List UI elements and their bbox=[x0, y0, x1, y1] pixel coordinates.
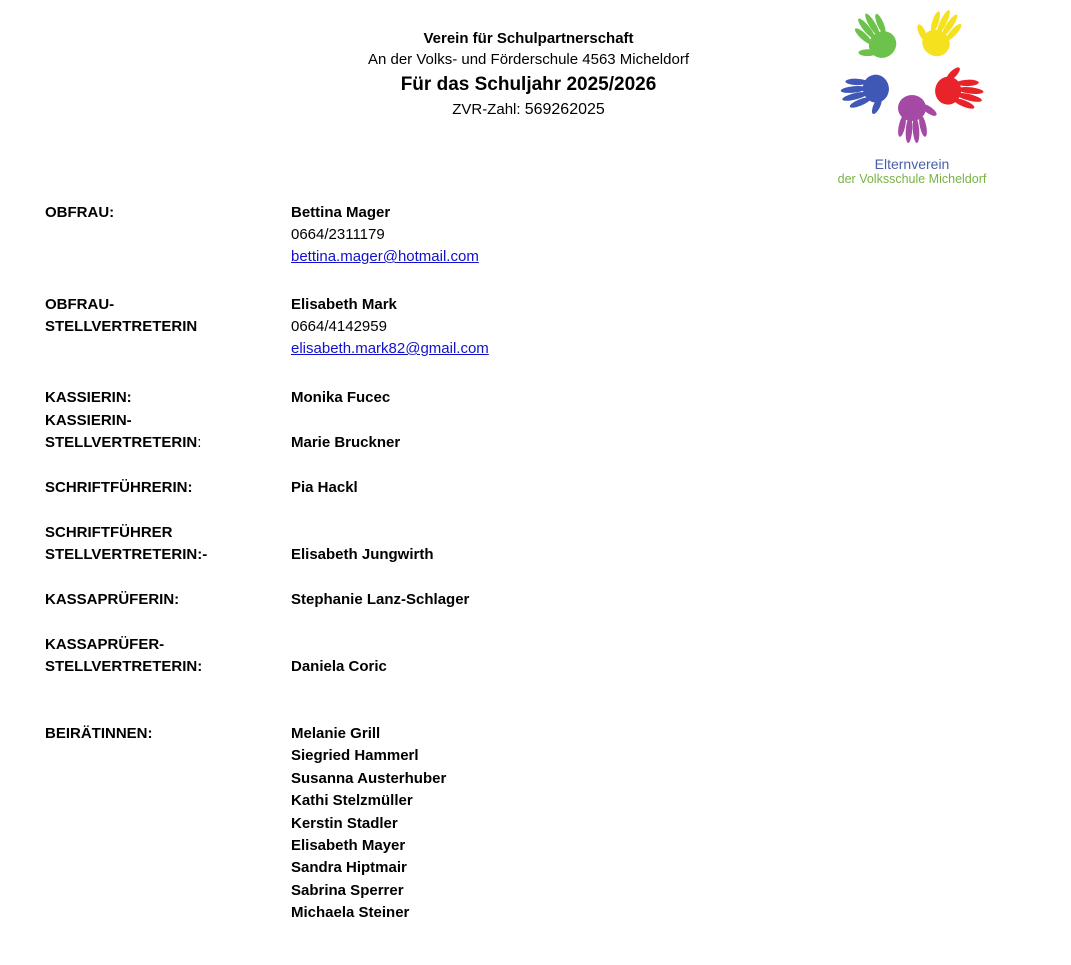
school-address: An der Volks- und Förderschule 4563 Micheldorf bbox=[367, 51, 689, 68]
school-year-title: Für das Schuljahr 2025/2026 bbox=[400, 74, 657, 95]
person-name: Elisabeth Mark bbox=[291, 296, 397, 313]
list-item: Melanie Grill bbox=[291, 725, 381, 742]
role-label bbox=[45, 634, 285, 678]
role-label bbox=[45, 522, 285, 566]
board-members-list bbox=[291, 723, 446, 925]
role-label: KASSAPRÜFERIN: bbox=[45, 591, 180, 608]
phone-number: 0664/2311179 bbox=[291, 226, 385, 243]
role-label: KASSIERIN: bbox=[45, 389, 132, 406]
phone-number: 0664/4142959 bbox=[291, 318, 387, 335]
role-details bbox=[291, 202, 479, 268]
list-item: Kerstin Stadler bbox=[291, 814, 398, 832]
logo-text-line1: Elternverein bbox=[874, 156, 950, 172]
list-item: Kathi Stelzmüller bbox=[291, 792, 413, 810]
list-item: Susanna Austerhuber bbox=[291, 769, 447, 787]
green-hand-icon bbox=[841, 7, 903, 70]
logo-text-line2: der Volksschule Micheldorf bbox=[837, 172, 987, 186]
role-label: BEIRÄTINNEN: bbox=[45, 725, 153, 742]
elternverein-logo bbox=[822, 6, 1002, 184]
role-label-line1: SCHRIFTFÜHRER bbox=[45, 524, 173, 541]
role-label-line2 bbox=[45, 432, 285, 454]
list-item: Elisabeth Mayer bbox=[291, 837, 406, 855]
list-item: Michaela Steiner bbox=[291, 904, 410, 922]
role-label bbox=[45, 410, 285, 454]
purple-hand-icon bbox=[897, 95, 939, 143]
red-hand-icon bbox=[933, 62, 988, 111]
role-label-line1: KASSAPRÜFER- bbox=[45, 636, 165, 653]
role-details bbox=[291, 294, 489, 360]
role-label-line1: KASSIERIN- bbox=[45, 412, 132, 429]
person-name: Pia Hackl bbox=[291, 479, 358, 496]
role-label: SCHRIFTFÜHRERIN: bbox=[45, 479, 193, 496]
colored-hands-icon bbox=[834, 6, 990, 156]
role-label-line1: OBFRAU- bbox=[45, 296, 115, 313]
blue-hand-icon bbox=[839, 71, 894, 120]
person-name: Elisabeth Jungwirth bbox=[291, 546, 434, 563]
person-name: Bettina Mager bbox=[291, 204, 391, 221]
person-name: Stephanie Lanz-Schlager bbox=[291, 591, 470, 608]
person-name: Daniela Coric bbox=[291, 658, 387, 675]
role-label-colon: : bbox=[197, 434, 202, 451]
list-item: Sabrina Sperrer bbox=[291, 881, 404, 899]
list-item: Siegried Hammerl bbox=[291, 747, 419, 765]
role-label-line2-text: STELLVERTRETERIN bbox=[45, 434, 198, 451]
zvr-number: 569262025 bbox=[524, 101, 605, 118]
role-label: OBFRAU: bbox=[45, 204, 115, 221]
role-label-line2: STELLVERTRETERIN:- bbox=[45, 546, 208, 563]
zvr-label: ZVR-Zahl: bbox=[452, 101, 525, 118]
list-item: Sandra Hiptmair bbox=[291, 859, 407, 877]
person-name: Monika Fucec bbox=[291, 389, 391, 406]
association-name: Verein für Schulpartnerschaft bbox=[423, 30, 634, 47]
role-label-line2: STELLVERTRETERIN: bbox=[45, 658, 203, 675]
role-label bbox=[45, 294, 285, 338]
yellow-hand-icon bbox=[907, 6, 967, 62]
role-label-line2: STELLVERTRETERIN bbox=[45, 318, 198, 335]
person-name: Marie Bruckner bbox=[291, 434, 401, 451]
email-link[interactable]: bettina.mager@hotmail.com bbox=[291, 248, 479, 265]
email-link[interactable]: elisabeth.mark82@gmail.com bbox=[291, 340, 489, 357]
